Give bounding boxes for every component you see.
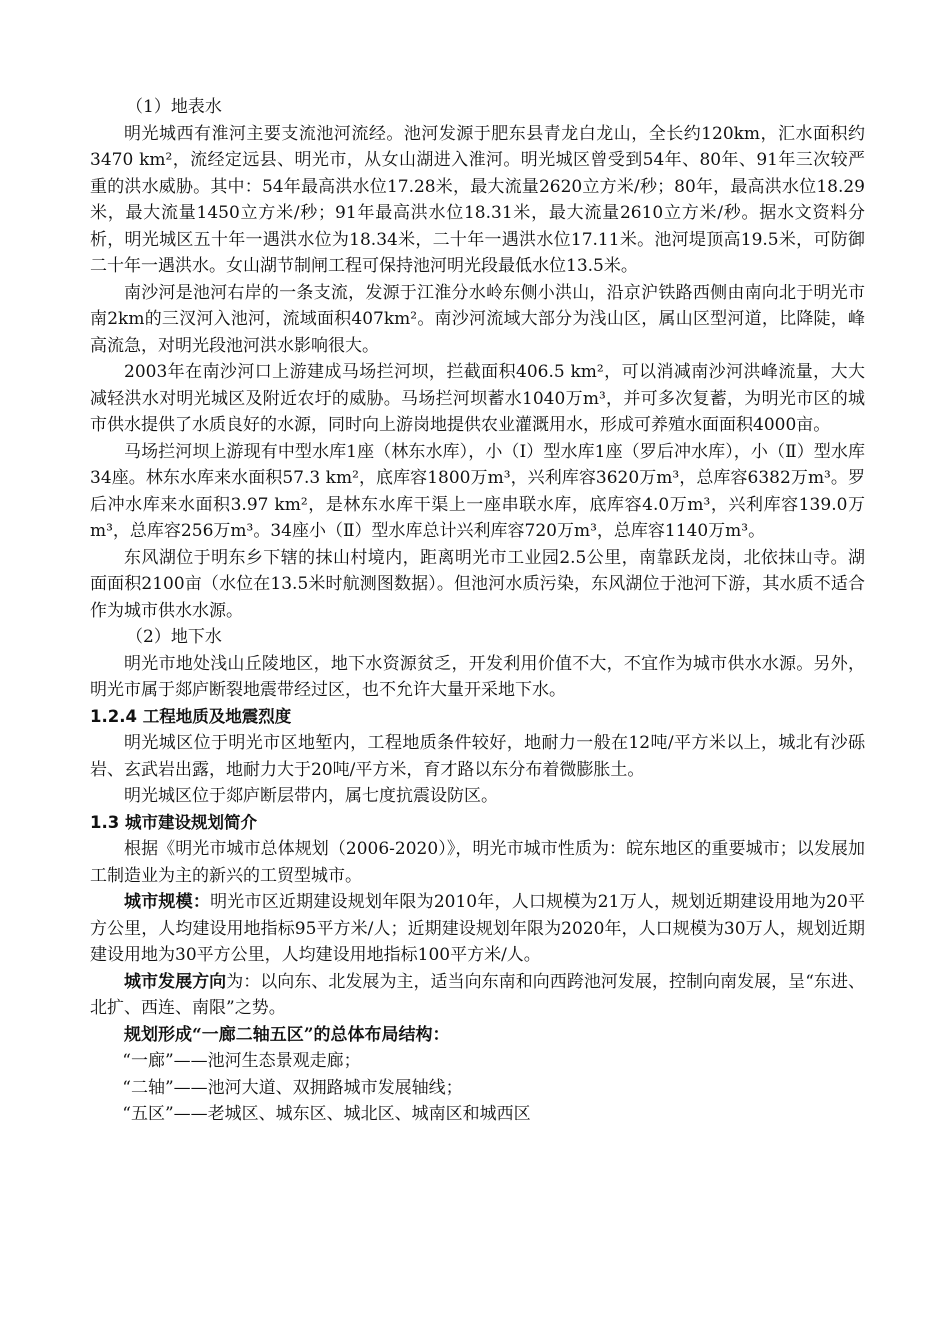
- city-scale-label: 城市规模：: [124, 892, 211, 912]
- paragraph-seismic: 明光城区位于郯庐断层带内，属七度抗震设防区。: [124, 786, 498, 806]
- paragraph-city-scale: [90, 889, 865, 969]
- paragraph-reservoirs: 马场拦河坝上游现有中型水库1座（林东水库），小（Ⅰ）型水库1座（罗后冲水库），小（Ⅱ）型水库34座。林东水库来水面积57.3 km²，底库容1800万m³，兴利库容3620万m³，总库容6382万m³。罗后冲水库来水面积3.97 km²，是林东水库干渠上一座串联水库，底库容4.0万m³，兴利库容139.0万m³，总库容256万m³。34座小（Ⅱ）型水库总计兴利库容720万m³，总库容1140万m³。: [90, 441, 865, 541]
- list-item-corridor: “一廊”——池河生态景观走廊；: [122, 1051, 361, 1071]
- layout-structure-label: 规划形成“一廊二轴五区”的总体布局结构：: [124, 1024, 450, 1045]
- development-direction-label: 城市发展方向: [124, 971, 227, 992]
- paragraph-dongfeng-lake: 东风湖位于明东乡下辖的抹山村境内，距离明光市工业园2.5公里，南靠跃龙岗，北依抹山寺。湖面面积2100亩（水位在13.5米时航测图数据）。但池河水质污染，东风湖位于池河下游，其水质不适合作为城市供水水源。: [90, 547, 865, 621]
- paragraph-master-plan: 根据《明光市城市总体规划（2006-2020）》，明光市城市性质为：皖东地区的重要城市；以发展加工制造业为主的新兴的工贸型城市。: [90, 839, 865, 886]
- surface-water-heading: （1）地表水: [126, 97, 222, 117]
- document-page: [90, 94, 865, 1128]
- list-item-districts: “五区”——老城区、城东区、城北区、城南区和城西区: [122, 1104, 531, 1124]
- paragraph-chihe: 明光城西有淮河主要支流池河流经。池河发源于肥东县青龙白龙山，全长约120km，汇水面积约3470 km²，流经定远县、明光市，从女山湖进入淮河。明光城区曾受到54年、80年、91年三次较严重的洪水威胁。其中：54年最高洪水位17.28米，最大流量2620立方米/秒；80年，最高洪水位18.29米，最大流量1450立方米/秒；91年最高洪水位18.31米，最大流量2610立方米/秒。据水文资料分析，明光城区五十年一遇洪水位为18.34米，二十年一遇洪水位17.11米。池河堤顶高19.5米，可防御二十年一遇洪水。女山湖节制闸工程可保持池河明光段最低水位13.5米。: [90, 123, 865, 276]
- city-scale-text: 明光市区近期建设规划年限为2010年，人口规模为21万人，规划近期建设用地为20平方公里，人均建设用地指标95平方米/人；近期建设规划年限为2020年，人口规模为30万人，规划近期建设用地为30平方公里，人均建设用地指标100平方米/人。: [90, 892, 865, 965]
- paragraph-machang-dam: 2003年在南沙河口上游建成马场拦河坝，拦截面积406.5 km²，可以消减南沙河洪峰流量，大大减轻洪水对明光城区及附近农圩的威胁。马场拦河坝蓄水1040万m³，并可多次复蓄，为明光市区的城市供水提供了水质良好的水源，同时向上游岗地提供农业灌溉用水，形成可养殖水面面积4000亩。: [90, 362, 865, 435]
- section-heading-1-3: 1.3 城市建设规划简介: [90, 812, 257, 832]
- groundwater-heading: （2）地下水: [126, 627, 222, 647]
- paragraph-geology: 明光城区位于明光市区地堑内，工程地质条件较好，地耐力一般在12吨/平方米以上，城北有沙砾岩、玄武岩出露，地耐力大于20吨/平方米，育才路以东分布着微膨胀土。: [90, 733, 865, 780]
- paragraph-nanshahe: 南沙河是池河右岸的一条支流，发源于江淮分水岭东侧小洪山，沿京沪铁路西侧由南向北于明光市南2km的三汊河入池河，流域面积407km²。南沙河流域大部分为浅山区，属山区型河道，比降陡，峰高流急，对明光段池河洪水影响很大。: [90, 282, 865, 356]
- list-item-axes: “二轴”——池河大道、双拥路城市发展轴线；: [122, 1077, 463, 1098]
- paragraph-layout-structure: [90, 1022, 865, 1049]
- section-heading-1-2-4: 1.2.4 工程地质及地震烈度: [90, 706, 292, 726]
- development-direction-text: 为：以向东、北发展为主，适当向东南和向西跨池河发展，控制向南发展，呈“东进、北扩、西连、南限”之势。: [90, 971, 865, 1018]
- paragraph-groundwater: 明光市地处浅山丘陵地区，地下水资源贫乏，开发利用价值不大，不宜作为城市供水水源。另外，明光市属于郯庐断裂地震带经过区，也不允许大量开采地下水。: [90, 653, 865, 700]
- paragraph-development-direction: [90, 969, 865, 1022]
